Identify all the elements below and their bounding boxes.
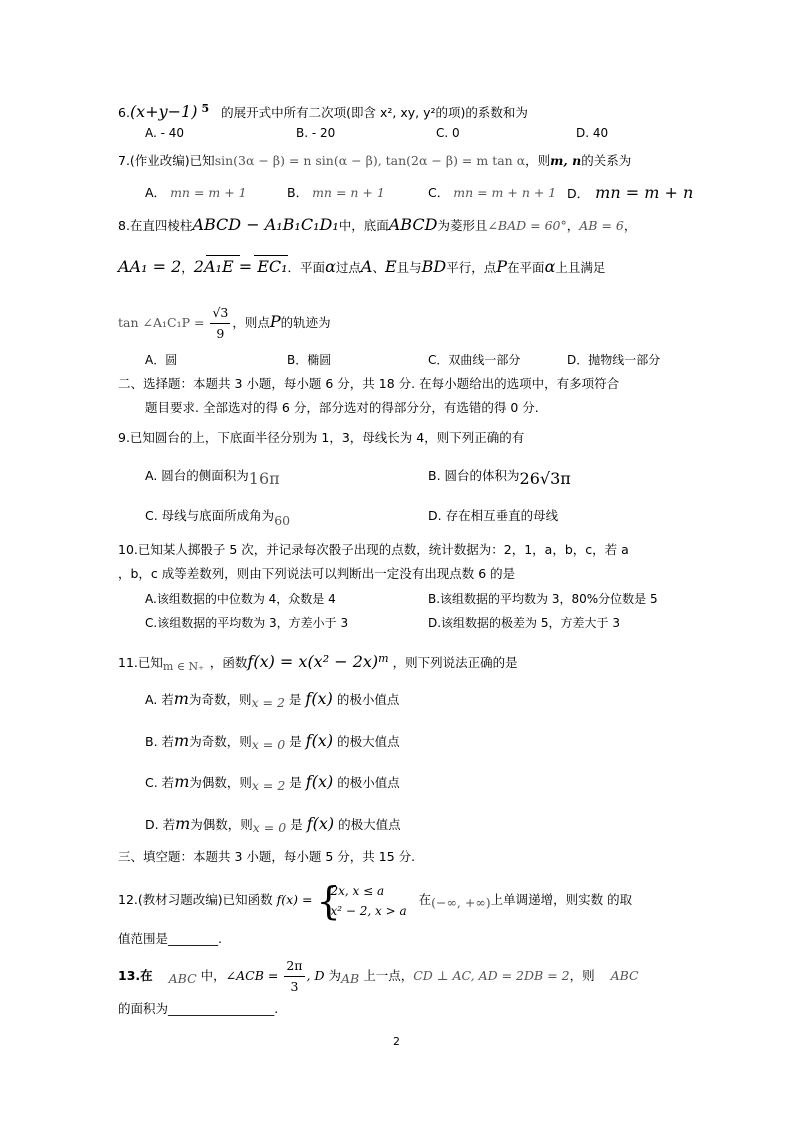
q7-formula: sin(3α − β) = n sin(α − β), tan(2α − β) = m tan α [214, 153, 526, 168]
section2-heading-cont: 题目要求. 全部选对的得 6 分，部分选对的得部分分，有选错的得 0 分. [145, 400, 539, 415]
q6-option-a: A. - 40 [145, 126, 185, 140]
q11-option-c: C. 若m为偶数，则x = 2 是 f(x) 的极小值点 [145, 772, 400, 793]
q11-stem: 11.已知m ∈ N₊ ，函数$f(x) = x(x^2 - 2x)^m$ ，则下列说法正确的是 [118, 652, 518, 674]
q7-vars: m, n [550, 153, 582, 168]
q7-stem-b: ，则 [525, 153, 551, 168]
q8-option-a: A．圆 [145, 353, 178, 367]
q6-text: 的展开式中所有二次项(即含 x², xy, y²的项)的系数和为 [221, 105, 528, 121]
q8-option-b: B．椭圆 [287, 353, 332, 367]
q10-option-a: A.该组数据的中位数为 4，众数是 4 [145, 592, 336, 606]
q9-option-c: C. 母线与底面所成角为60 [145, 508, 291, 528]
q12-line2: 值范围是________. [118, 931, 222, 946]
q6-option-d: D. 40 [576, 126, 609, 140]
brace-icon: { [316, 878, 341, 923]
q7-stem [118, 152, 631, 170]
q10-stem-line1: 10.已知某人掷骰子 5 次，并记录每次骰子出现的点数，统计数据为：2，1，a，b，c，若 a [118, 542, 629, 557]
q10-option-b: B.该组数据的平均数为 3，80%分位数是 5 [428, 592, 658, 606]
q6-number: 6. [118, 105, 130, 121]
q8-line1: 8.在直四棱柱ABCD − A₁B₁C₁D₁中，底面ABCD为菱形且∠BAD = 60°，AB = 6， [118, 215, 637, 234]
q7-stem-a: 7.(作业改编)已知 [118, 153, 215, 168]
q7-stem-c: 的关系为 [581, 153, 632, 168]
vector-arrow-bar-2 [254, 255, 288, 256]
q10-stem-line2: ，b，c 成等差数列，则由下列说法可以判断出一定没有出现点数 6 的是 [118, 566, 516, 581]
q8-fraction: $\frac{√3}{9}$ [212, 305, 229, 341]
q6-option-b: B. - 20 [296, 126, 336, 140]
q6-option-c: C. 0 [436, 126, 460, 140]
q9-option-a: A. 圆台的侧面积为16π [145, 468, 280, 488]
q11-option-d: D. 若m为偶数，则x = 0 是 f(x) 的极大值点 [145, 814, 401, 835]
q13-line2: 的面积为_________________. [118, 1001, 279, 1016]
section2-heading: 二、选择题：本题共 3 小题，每小题 6 分，共 18 分. 在每小题给出的选项中，有多项符合 [118, 376, 620, 391]
q12-piecewise: { 2x, x ≤ a x² − 2, x > a [316, 878, 407, 923]
q8-option-d: D．抛物线一部分 [567, 353, 661, 367]
q10-option-d: D.该组数据的极差为 5，方差大于 3 [428, 616, 620, 630]
q8-option-c: C．双曲线一部分 [428, 353, 521, 367]
q7-option-c: C． mn = m + n + 1 [428, 185, 557, 200]
q11-option-a: A. 若m为奇数，则x = 2 是 f(x) 的极小值点 [145, 689, 400, 710]
q8-line2: AA₁ = 2，2A₁E = EC₁ ．平面α过点A、E且与BD平行，点P在平面α上且满足 [118, 257, 606, 276]
q13-stem: 13.在 ABC 中，∠ACB = $\frac{2\pi}{3}$ , D 为AB 上一点，CD ⊥ AC, AD = 2DB = 2，则 ABC [118, 956, 639, 997]
section3-heading: 三、填空题：本题共 3 小题，每小题 5 分，共 15 分. [118, 849, 416, 864]
q7-option-a: A． mn = m + 1 [145, 185, 247, 200]
q9-stem: 9.已知圆台的上，下底面半径分别为 1，3，母线长为 4，则下列正确的有 [118, 430, 525, 445]
q9-option-d: D. 存在相互垂直的母线 [428, 508, 559, 523]
q7-option-b: B． mn = n + 1 [287, 185, 385, 200]
q13-fraction: $\frac{2\pi}{3}$ [286, 958, 303, 994]
q6-exponent: 5 [201, 102, 210, 115]
q10-option-c: C.该组数据的平均数为 3，方差小于 3 [145, 616, 349, 630]
q6-stem [118, 100, 528, 122]
page-number: 2 [393, 1035, 400, 1048]
q8-line3: tan ∠A₁C₁P = $\frac{√3}{9}$ ，则点P的轨迹为 [118, 302, 331, 344]
q12-stem: 12.(教材习题改编)已知函数 f(x) = { 2x, x ≤ a x² − 2, x > a 在(−∞, +∞)上单调递增，则实数 的取 [118, 878, 633, 923]
vector-arrow-bar [206, 255, 240, 256]
q9-option-b: B. 圆台的体积为26√3π [428, 468, 571, 488]
q8-prism: ABCD − A₁B₁C₁D₁ [192, 215, 339, 234]
q11-option-b: B. 若m为奇数，则x = 0 是 f(x) 的极大值点 [145, 731, 400, 752]
q8-vector: 2A₁E = EC₁ [193, 257, 288, 276]
q6-expression: (x+y−1) [129, 102, 198, 122]
q7-option-d: D． mn = m + n [567, 183, 694, 202]
